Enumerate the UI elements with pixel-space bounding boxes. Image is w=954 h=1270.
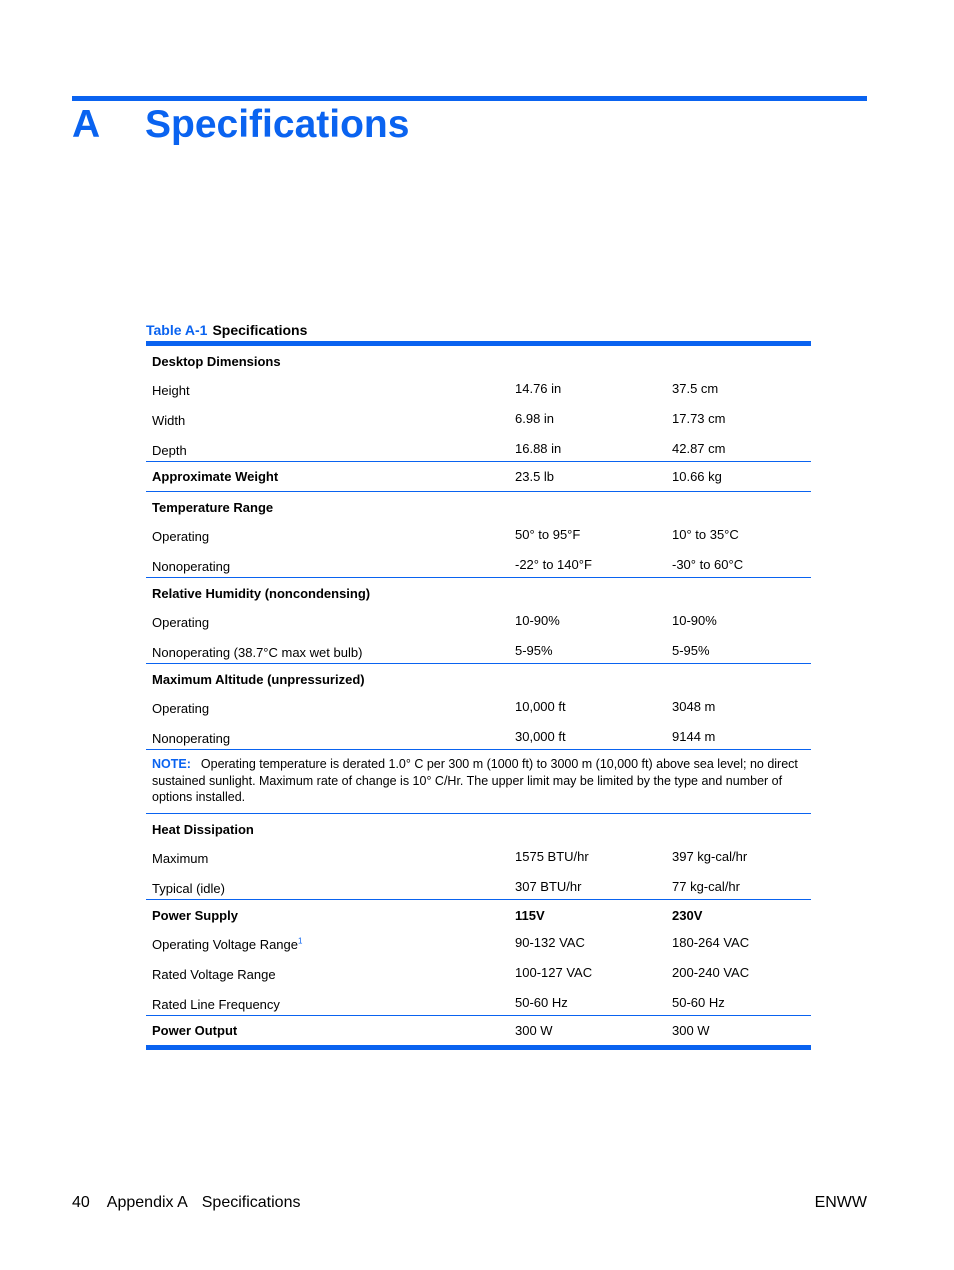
row-imperial: 90-132 VAC xyxy=(515,934,585,950)
table-row xyxy=(146,431,811,461)
row-metric: 37.5 cm xyxy=(672,381,719,396)
row-label: Operating xyxy=(152,701,210,716)
row-imperial: 30,000 ft xyxy=(515,729,566,744)
section-heading: Relative Humidity (noncondensing) xyxy=(152,586,371,601)
footnote-marker[interactable]: 1 xyxy=(298,936,303,946)
row-metric: -30° to 60°C xyxy=(672,557,744,572)
row-label: Rated Line Frequency xyxy=(152,996,280,1012)
section-heading-row xyxy=(146,814,811,839)
row-imperial: 23.5 lb xyxy=(515,469,555,484)
row-label: Nonoperating (38.7°C max wet bulb) xyxy=(152,645,363,660)
section-heading-row xyxy=(146,492,811,517)
section-power-output xyxy=(146,1016,811,1045)
footer-section: Specifications xyxy=(201,1194,301,1211)
row-label: Operating xyxy=(152,615,210,630)
section-heading-row xyxy=(146,346,811,371)
section-maximum-altitude xyxy=(146,664,811,749)
section-heading: Maximum Altitude (unpressurized) xyxy=(152,672,365,687)
row-label-text: Operating Voltage Range xyxy=(152,936,298,952)
row-imperial: 6.98 in xyxy=(515,411,555,426)
section-heading: Heat Dissipation xyxy=(152,821,254,837)
row-label: Depth xyxy=(152,443,187,458)
row-metric: 10-90% xyxy=(672,613,717,628)
chapter-name: Specifications xyxy=(145,103,410,146)
table-row xyxy=(146,839,811,869)
table-row xyxy=(146,925,811,955)
section-heading-row xyxy=(146,664,811,689)
chapter-title xyxy=(72,102,409,148)
row-label: Nonoperating xyxy=(152,731,231,746)
table-caption xyxy=(146,321,307,339)
row-imperial: 1575 BTU/hr xyxy=(515,848,589,864)
row-imperial: 50° to 95°F xyxy=(515,527,581,542)
table-row xyxy=(146,603,811,633)
row-imperial: 100-127 VAC xyxy=(515,964,593,980)
row-imperial: 10-90% xyxy=(515,613,560,628)
row-label: Operating xyxy=(152,529,210,544)
section-heading: Power Supply xyxy=(152,907,238,923)
row-metric: 17.73 cm xyxy=(672,411,726,426)
note-label: NOTE: xyxy=(152,757,191,771)
row-metric: 42.87 cm xyxy=(672,441,726,456)
footer-left xyxy=(72,1193,300,1213)
section-temperature-range xyxy=(146,492,811,577)
section-heading: Desktop Dimensions xyxy=(152,354,281,369)
row-metric: 10° to 35°C xyxy=(672,527,739,542)
chapter-top-rule xyxy=(72,96,867,101)
section-desktop-dimensions xyxy=(146,346,811,461)
row-label: Width xyxy=(152,413,186,428)
row-metric: 9144 m xyxy=(672,729,716,744)
row-metric: 200-240 VAC xyxy=(672,964,750,980)
row-label: Approximate Weight xyxy=(152,469,279,484)
row-metric: 397 kg-cal/hr xyxy=(672,848,748,864)
row-imperial: 14.76 in xyxy=(515,381,562,396)
note-text: Operating temperature is derated 1.0° C per 300 m (1000 ft) to 3000 m (10,000 ft) above sea level; no direct sustained sunlight. Maximum rate of change is 10° C/Hr. The upper limit may be limited by the type and number of options installed. xyxy=(152,757,798,804)
row-metric: 300 W xyxy=(672,1022,710,1038)
row-label: Power Output xyxy=(152,1022,238,1038)
footer-right: ENWW xyxy=(814,1194,867,1211)
table-row xyxy=(146,633,811,663)
table-bottom-rule xyxy=(146,1045,811,1050)
table-row xyxy=(146,985,811,1015)
table-row xyxy=(146,689,811,719)
column-heading-115v: 115V xyxy=(515,907,545,923)
table-row xyxy=(146,955,811,985)
row-imperial: 300 W xyxy=(515,1022,553,1038)
row-label: Maximum xyxy=(152,850,209,866)
row-label: Height xyxy=(152,383,190,398)
row-metric: 3048 m xyxy=(672,699,716,714)
section-relative-humidity xyxy=(146,578,811,663)
table-number: Table A-1 xyxy=(146,322,208,338)
table-row xyxy=(146,869,811,899)
row-imperial: 10,000 ft xyxy=(515,699,566,714)
row-imperial: -22° to 140°F xyxy=(515,557,592,572)
section-heading-row xyxy=(146,900,811,925)
row-imperial: 16.88 in xyxy=(515,441,562,456)
page-number: 40 xyxy=(72,1194,90,1211)
specifications-table xyxy=(146,341,811,1050)
row-label: Rated Voltage Range xyxy=(152,966,276,982)
table-row xyxy=(146,371,811,401)
section-heat-dissipation xyxy=(146,814,811,899)
section-approximate-weight xyxy=(146,462,811,491)
table-row xyxy=(146,401,811,431)
table-note xyxy=(146,750,811,813)
table-row xyxy=(146,547,811,577)
chapter-letter: A xyxy=(72,103,101,146)
row-label xyxy=(152,937,302,953)
table-row xyxy=(146,719,811,749)
row-label: Typical (idle) xyxy=(152,880,225,896)
row-metric: 77 kg-cal/hr xyxy=(672,878,740,894)
row-label: Nonoperating xyxy=(152,559,231,574)
table-row xyxy=(146,517,811,547)
row-metric: 5-95% xyxy=(672,643,710,658)
row-imperial: 50-60 Hz xyxy=(515,994,568,1010)
section-heading: Temperature Range xyxy=(152,500,274,515)
table-title: Specifications xyxy=(212,322,308,338)
row-metric: 180-264 VAC xyxy=(672,934,750,950)
row-metric: 10.66 kg xyxy=(672,469,722,484)
section-power-supply xyxy=(146,900,811,1015)
row-metric: 50-60 Hz xyxy=(672,994,725,1010)
row-imperial: 307 BTU/hr xyxy=(515,878,582,894)
row-imperial: 5-95% xyxy=(515,643,553,658)
column-heading-230v: 230V xyxy=(672,907,703,923)
footer-appendix: Appendix A xyxy=(106,1194,188,1211)
section-heading-row xyxy=(146,578,811,603)
